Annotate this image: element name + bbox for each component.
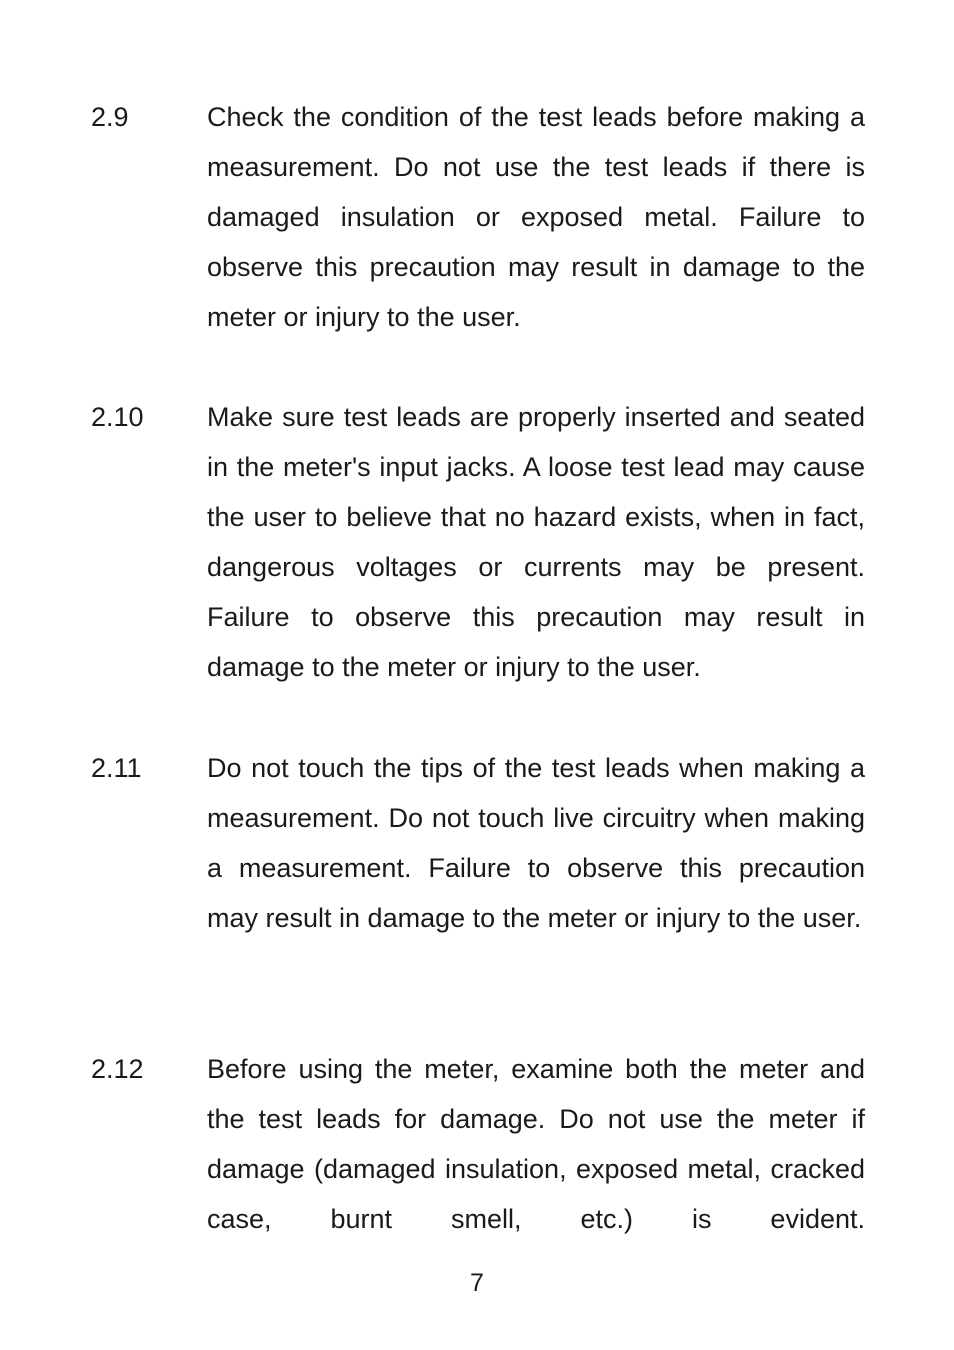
item-number: 2.11 [91, 753, 142, 783]
item-text: Do not touch the tips of the test leads when making a measurement. Do not touch live circuitry when making a measurement. Failure to observe this precaution may result in damage to the meter or injury to the user. [207, 753, 865, 934]
page-number: 7 [470, 1269, 484, 1297]
item-number: 2.10 [91, 402, 144, 432]
item-number: 2.9 [91, 102, 129, 132]
item-text: Check the condition of the test leads before making a measurement. Do not use the test leads if there is damaged insulation or exposed metal. Failure to observe this precaution may result in damage to the meter or injury to the user. [207, 102, 865, 333]
item-text: Before using the meter, examine both the meter and the test leads for damage. Do not use the meter if damage (damaged insulation, exposed metal, cracked case, burnt smell, etc.) is evident. [207, 1054, 865, 1235]
item-number: 2.12 [91, 1054, 144, 1084]
item-text: Make sure test leads are properly inserted and seated in the meter's input jacks. A loose test lead may cause the user to believe that no hazard exists, when in fact, dangerous voltages or currents may be present. Failure to observe this precaution may result in damage to the meter or injury to the user. [207, 402, 865, 683]
